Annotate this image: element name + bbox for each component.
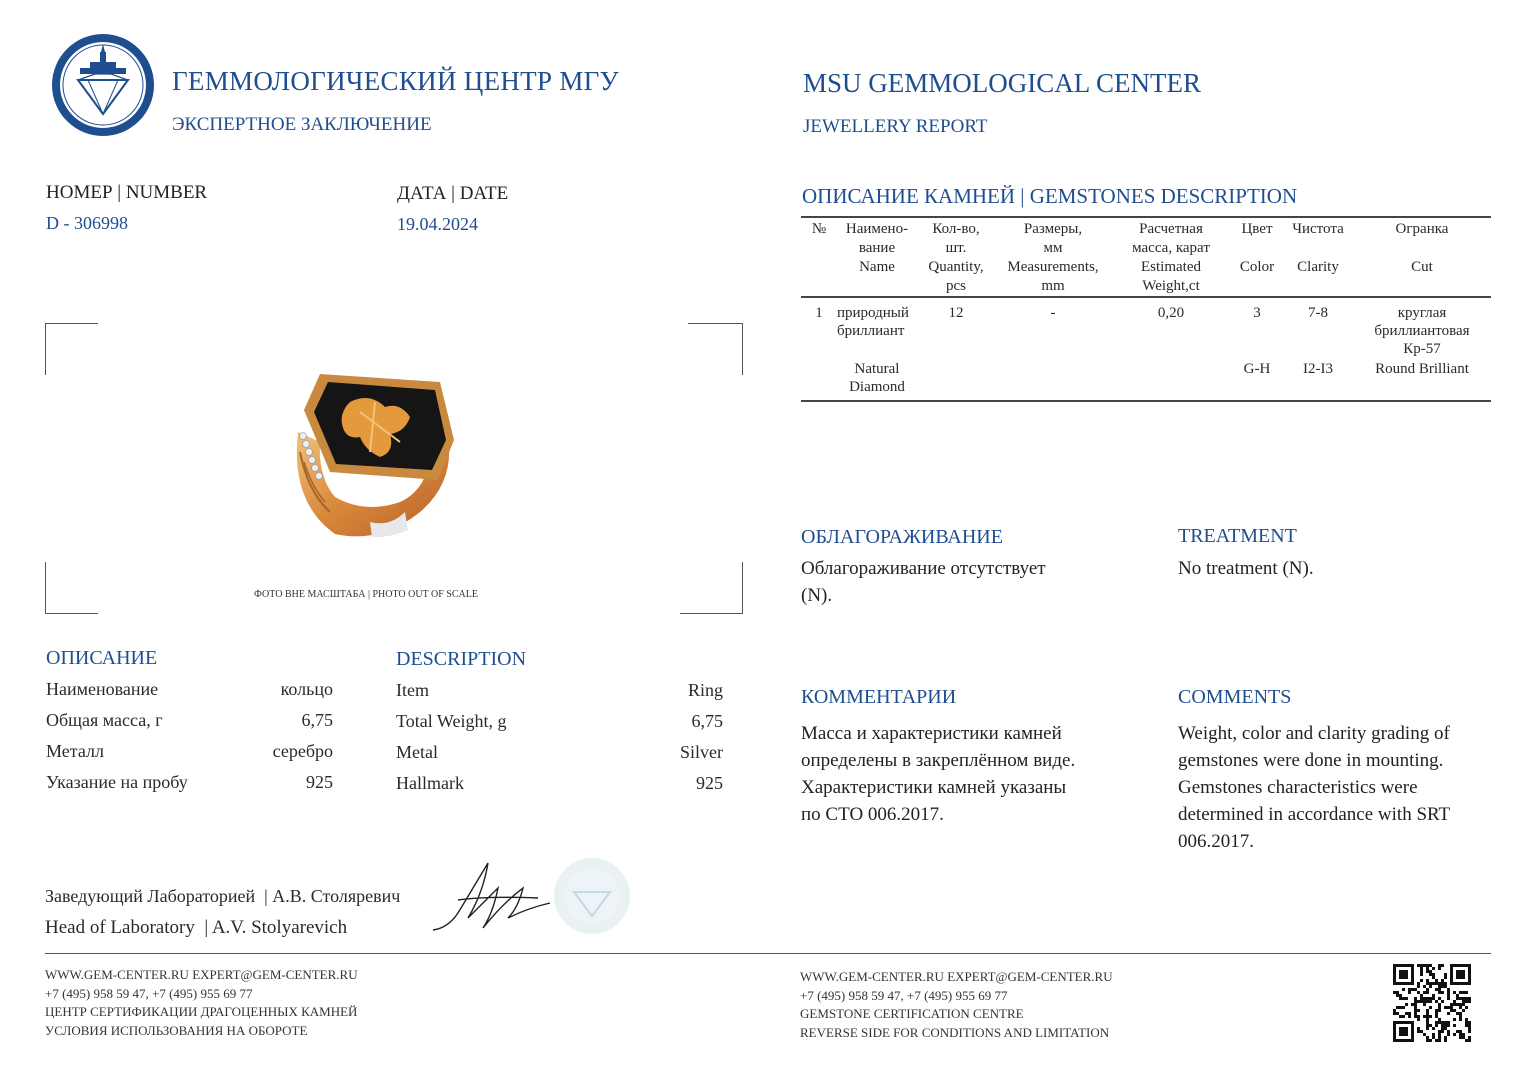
col-weight-en: Estimated Weight,ct bbox=[1141, 259, 1201, 294]
gemstones-heading: ОПИСАНИЕ КАМНЕЙ | GEMSTONES DESCRIPTION bbox=[802, 184, 1298, 208]
footer-web-email: WWW.GEM-CENTER.RU EXPERT@GEM-CENTER.RU bbox=[800, 969, 1113, 984]
desc-value: 6,75 bbox=[301, 710, 333, 730]
col-color-en: Color bbox=[1239, 259, 1275, 275]
number-label: НОМЕР | NUMBER bbox=[46, 182, 208, 203]
desc-value: 925 bbox=[696, 773, 723, 793]
cell-name-ru: природный бриллиант bbox=[837, 305, 909, 339]
footer-phones: +7 (495) 958 59 47, +7 (495) 955 69 77 bbox=[45, 985, 253, 1001]
desc-value: Ring bbox=[687, 680, 723, 700]
footer-conditions: REVERSE SIDE FOR CONDITIONS AND LIMITATION bbox=[800, 1024, 1110, 1040]
cell-clarity-en: I2-I3 bbox=[1303, 361, 1333, 377]
report-type-en: JEWELLERY REPORT bbox=[803, 116, 988, 137]
gemstone-row-en bbox=[801, 358, 1491, 400]
cell-name-en: Natural Diamond bbox=[849, 361, 905, 395]
cell-clarity-ru: 7-8 bbox=[1308, 305, 1328, 321]
desc-label: Total Weight, g bbox=[396, 711, 507, 731]
cell-color-en: G-H bbox=[1243, 361, 1271, 377]
date-value: 19.04.2024 bbox=[397, 214, 478, 234]
col-clarity-en: Clarity bbox=[1297, 259, 1339, 275]
col-qty-ru: Кол-во, шт. bbox=[932, 221, 980, 256]
description-heading-en: DESCRIPTION bbox=[396, 648, 527, 670]
photo-caption: ФОТО ВНЕ МАСШТАБА | PHOTO OUT OF SCALE bbox=[254, 589, 478, 600]
center-title-ru: ГЕММОЛОГИЧЕСКИЙ ЦЕНТР МГУ bbox=[172, 66, 619, 96]
col-size-ru: Размеры, мм bbox=[1023, 221, 1083, 256]
center-title-en: MSU GEMMOLOGICAL CENTER bbox=[803, 68, 1201, 98]
desc-value: Silver bbox=[680, 742, 723, 762]
desc-label: Hallmark bbox=[396, 773, 464, 793]
ring-photo bbox=[290, 362, 460, 540]
number-value: D - 306998 bbox=[46, 213, 128, 233]
faded-stamp-icon bbox=[552, 856, 632, 936]
cell-no: 1 bbox=[815, 305, 823, 321]
col-color-ru: Цвет bbox=[1241, 221, 1273, 237]
report-type-ru: ЭКСПЕРТНОЕ ЗАКЛЮЧЕНИЕ bbox=[172, 114, 432, 135]
treatment-text-en: No treatment (N). bbox=[1178, 558, 1314, 579]
desc-value: кольцо bbox=[280, 679, 333, 699]
footer-divider bbox=[45, 953, 1491, 954]
comments-heading-ru: КОММЕНТАРИИ bbox=[801, 686, 957, 708]
desc-value: 6,75 bbox=[691, 711, 723, 731]
gemstone-row bbox=[801, 297, 1491, 358]
footer-en bbox=[800, 968, 1113, 1042]
col-name-en: Name bbox=[859, 259, 895, 275]
signature-image bbox=[428, 858, 558, 938]
treatment-heading-en: TREATMENT bbox=[1178, 525, 1297, 547]
col-qty-en: Quantity, pcs bbox=[928, 259, 984, 294]
cell-cut-ru: круглая бриллиантовая Кр-57 bbox=[1374, 305, 1470, 357]
desc-label: Item bbox=[396, 680, 429, 700]
qr-code-icon bbox=[1393, 964, 1471, 1042]
gemstones-table bbox=[801, 216, 1491, 402]
treatment-text-ru: Облагораживание отсутствует (N). bbox=[801, 558, 1046, 606]
comments-text-ru: Масса и характеристики камней определены в закреплённом виде. Характеристики камней указаны по СТО 006.2017. bbox=[801, 723, 1076, 825]
date-label: ДАТА | DATE bbox=[397, 183, 509, 204]
desc-label: Metal bbox=[396, 742, 438, 762]
desc-value: серебро bbox=[272, 741, 333, 761]
footer-center-name: ЦЕНТР СЕРТИФИКАЦИИ ДРАГОЦЕННЫХ КАМНЕЙ bbox=[45, 1004, 358, 1019]
comments-text-en: Weight, color and clarity grading of gemstones were done in mounting. Gemstones characteristics were determined in accordance with SRT 006.2017. bbox=[1178, 723, 1451, 852]
desc-label: Указание на пробу bbox=[46, 772, 188, 792]
gemstones-table-header bbox=[801, 218, 1491, 297]
col-cut-ru: Огранка bbox=[1395, 221, 1449, 237]
footer-web-email: WWW.GEM-CENTER.RU EXPERT@GEM-CENTER.RU bbox=[45, 967, 358, 982]
description-heading-ru: ОПИСАНИЕ bbox=[46, 647, 158, 669]
cell-size: - bbox=[1050, 305, 1056, 321]
col-name-ru: Наимено- вание bbox=[845, 221, 909, 256]
signature-line-en: Head of Laboratory | A.V. Stolyarevich bbox=[45, 917, 348, 938]
treatment-heading-ru: ОБЛАГОРАЖИВАНИЕ bbox=[801, 526, 1003, 548]
col-weight-ru: Расчетная масса, карат bbox=[1132, 221, 1210, 256]
desc-label: Общая масса, г bbox=[46, 710, 163, 730]
cell-color-ru: 3 bbox=[1253, 305, 1261, 321]
signature-line-ru: Заведующий Лабораторией | А.В. Столяревич bbox=[45, 886, 401, 906]
footer-ru bbox=[45, 966, 358, 1040]
footer-phones: +7 (495) 958 59 47, +7 (495) 955 69 77 bbox=[800, 987, 1008, 1003]
cell-qty: 12 bbox=[948, 305, 964, 321]
msu-logo bbox=[50, 32, 156, 138]
comments-heading-en: COMMENTS bbox=[1178, 686, 1292, 708]
col-clarity-ru: Чистота bbox=[1292, 221, 1344, 237]
cell-cut-en: Round Brilliant bbox=[1375, 361, 1469, 377]
desc-label: Металл bbox=[46, 741, 104, 761]
footer-center-name: GEMSTONE CERTIFICATION CENTRE bbox=[800, 1006, 1024, 1021]
col-size-en: Measurements, mm bbox=[1007, 259, 1099, 294]
desc-value: 925 bbox=[306, 772, 333, 792]
col-no: № bbox=[811, 221, 827, 237]
col-cut-en: Cut bbox=[1411, 259, 1433, 275]
desc-label: Наименование bbox=[46, 679, 159, 699]
footer-conditions: УСЛОВИЯ ИСПОЛЬЗОВАНИЯ НА ОБОРОТЕ bbox=[45, 1022, 308, 1038]
cell-weight: 0,20 bbox=[1157, 305, 1185, 321]
